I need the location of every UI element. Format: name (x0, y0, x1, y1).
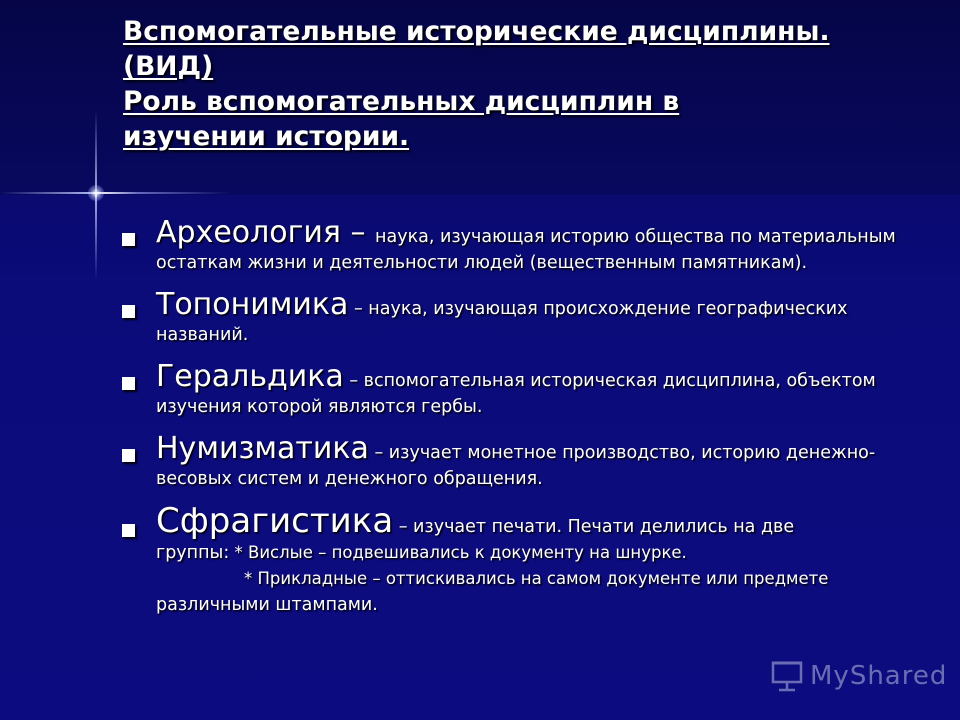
note-applied-seals-end: различными штампами. (156, 595, 378, 615)
item-term: Геральдика (156, 359, 344, 394)
square-bullet-icon (122, 233, 135, 246)
title-line-4: изучении истории. (123, 121, 410, 152)
list-item-sphragistics (122, 501, 942, 618)
square-bullet-icon (122, 305, 135, 318)
list-item-toponymy (122, 287, 942, 348)
item-text: вспомогательная историческая дисциплина, объектом изучения которой являются гербы. (156, 371, 876, 417)
discipline-list (122, 215, 942, 632)
item-dash: – (368, 443, 389, 463)
item-text: изучает монетное производство, историю денежно-весовых систем и денежного обращения. (156, 443, 876, 489)
title-line-3: Роль вспомогательных дисциплин в (123, 86, 680, 117)
item-dash: – (343, 371, 364, 391)
list-item-numismatics (122, 431, 942, 492)
watermark-text: MyShared (810, 661, 948, 691)
square-bullet-icon (122, 524, 135, 537)
watermark (770, 656, 947, 696)
presentation-board-icon (770, 659, 804, 693)
item-dash: – (393, 517, 414, 537)
item-term: Нумизматика (156, 431, 369, 466)
item-term: Сфрагистика (156, 501, 394, 541)
groups-label: группы: (156, 543, 230, 563)
note-applied-seals: * Прикладные – оттискивались на самом документе или предмете (244, 569, 829, 588)
glint-center (88, 185, 104, 201)
item-text: наука, изучающая происхождение географических названий. (156, 299, 848, 345)
slide-title (123, 14, 923, 154)
item-dash: – (340, 215, 376, 250)
item-text: наука, изучающая историю общества по материальным остаткам жизни и деятельности людей (вещественным памятникам). (156, 227, 896, 273)
item-term: Топонимика (156, 287, 349, 322)
item-text: изучает печати. Печати делились на две (413, 517, 795, 537)
list-item-heraldry (122, 359, 942, 420)
title-line-2: (ВИД) (123, 51, 214, 82)
item-term: Археология (156, 215, 341, 250)
title-line-1: Вспомогательные исторические дисциплины. (123, 16, 830, 47)
note-hanging-seals: * Вислые – подвешивались к документу на шнурке. (229, 543, 687, 562)
list-item-archaeology (122, 215, 942, 276)
square-bullet-icon (122, 449, 135, 462)
glint-horizontal (0, 192, 230, 194)
item-dash: – (348, 299, 369, 319)
square-bullet-icon (122, 377, 135, 390)
